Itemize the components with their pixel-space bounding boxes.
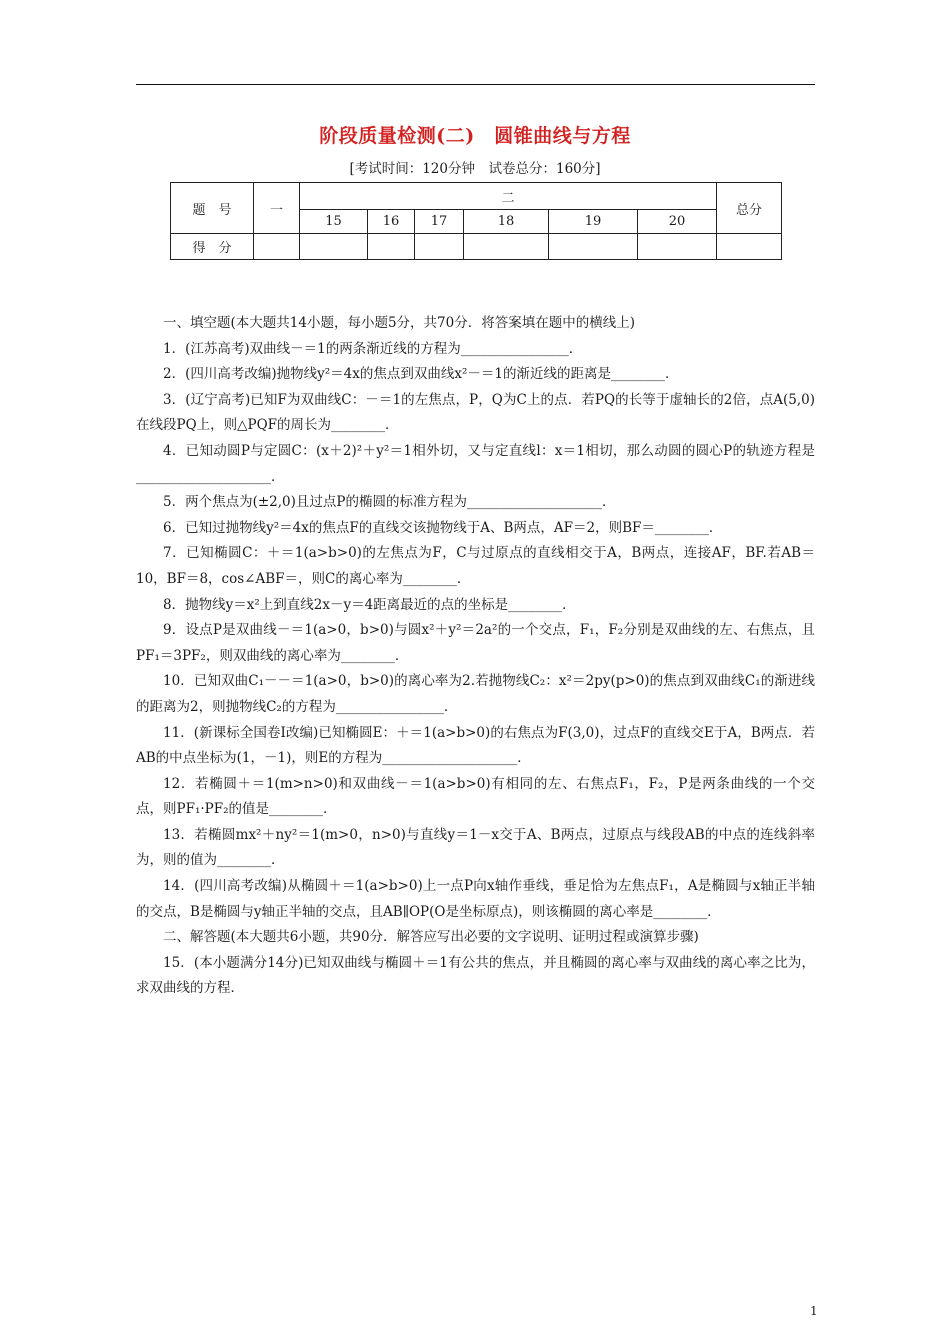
score-cell (717, 234, 782, 260)
score-cell (638, 234, 717, 260)
score-cell (549, 234, 638, 260)
score-cell (254, 234, 300, 260)
score-table-col-16: 16 (368, 210, 415, 234)
exam-info: [考试时间：120分钟 试卷总分：160分] (349, 161, 601, 177)
question-15: 15．(本小题满分14分)已知双曲线与椭圆＋＝1有公共的焦点，并且椭圆的离心率与双曲线的离心率之比为，求双曲线的方程． (136, 954, 815, 997)
top-rule (136, 84, 815, 85)
score-table-score-label: 得 分 (171, 234, 254, 260)
question-6: 6．已知过抛物线y²＝4x的焦点F的直线交该抛物线于A、B两点，AF＝2，则BF＝________． (163, 519, 723, 536)
question-10: 10．已知双曲C₁－－＝1(a>0，b>0)的离心率为2.若抛物线C₂：x²＝2py(p>0)的焦点到双曲线C₁的渐进线的距离为2，则抛物线C₂的方程为________________． (136, 673, 815, 715)
score-table-col-20: 20 (638, 210, 717, 234)
page-number: 1 (810, 1304, 818, 1318)
score-cell (464, 234, 549, 260)
question-13: 13．若椭圆mx²＋ny²＝1(m>0，n>0)与直线y＝1－x交于A、B两点，过原点与线段AB的中点的连线斜率为，则的值为________． (136, 826, 815, 869)
section-1-heading: 一、填空题(本大题共14小题，每小题5分，共70分．将答案填在题中的横线上) (163, 315, 635, 331)
score-table-col-15: 15 (300, 210, 368, 234)
question-body (136, 311, 815, 1002)
score-table-section-2: 二 (300, 183, 717, 210)
question-8: 8．抛物线y＝x²上到直线2x－y＝4距离最近的点的坐标是________． (163, 596, 576, 613)
score-cell (368, 234, 415, 260)
score-table-col-17: 17 (415, 210, 464, 234)
question-1: 1．(江苏高考)双曲线－＝1的两条渐近线的方程为________________． (163, 340, 583, 357)
question-5: 5．两个焦点为(±2,0)且过点P的椭圆的标准方程为____________________． (163, 494, 616, 511)
question-11: 11．(新课标全国卷Ⅰ改编)已知椭圆E：＋＝1(a>b>0)的右焦点为F(3,0)，过点F的直线交E于A，B两点．若AB的中点坐标为(1，－1)，则E的方程为____________________． (136, 724, 815, 767)
question-9: 9．设点P是双曲线－＝1(a>0，b>0)与圆x²＋y²＝2a²的一个交点，F₁，F₂分别是双曲线的左、右焦点，且PF₁＝3PF₂，则双曲线的离心率为________． (136, 622, 815, 664)
section-2-heading: 二、解答题(本大题共6小题，共90分．解答应写出必要的文字说明、证明过程或演算步骤) (163, 929, 699, 946)
question-14: 14．(四川高考改编)从椭圆＋＝1(a>b>0)上一点P向x轴作垂线，垂足恰为左焦点F₁，A是椭圆与x轴正半轴的交点，B是椭圆与y轴正半轴的交点，且AB∥OP(O是坐标原点)，则该椭圆的离心率是________． (136, 878, 815, 920)
page-title: 阶段质量检测(二) 圆锥曲线与方程 (319, 125, 631, 147)
score-table (170, 182, 782, 260)
question-7: 7．已知椭圆C：＋＝1(a>b>0)的左焦点为F，C与过原点的直线相交于A，B两点，连接AF，BF.若AB＝10，BF＝8，cos∠ABF＝，则C的离心率为________． (136, 545, 815, 587)
score-cell (415, 234, 464, 260)
score-table-header-label: 题 号 (171, 183, 254, 234)
question-2: 2．(四川高考改编)抛物线y²＝4x的焦点到双曲线x²－＝1的渐近线的距离是________． (163, 366, 679, 383)
score-table-col-18: 18 (464, 210, 549, 234)
score-table-total: 总分 (717, 183, 782, 234)
score-table-col-19: 19 (549, 210, 638, 234)
question-4: 4．已知动圆P与定圆C：(x＋2)²＋y²＝1相外切，又与定直线l：x＝1相切，那么动圆的圆心P的轨迹方程是____________________． (136, 442, 815, 485)
question-12: 12．若椭圆＋＝1(m>n>0)和双曲线－＝1(a>b>0)有相同的左、右焦点F₁，F₂，P是两条曲线的一个交点，则PF₁·PF₂的值是________． (136, 775, 815, 818)
question-3: 3．(辽宁高考)已知F为双曲线C：－＝1的左焦点，P，Q为C上的点．若PQ的长等于虚轴长的2倍，点A(5,0)在线段PQ上，则△PQF的周长为________． (136, 391, 815, 434)
score-table-section-1: 一 (254, 183, 300, 234)
score-cell (300, 234, 368, 260)
